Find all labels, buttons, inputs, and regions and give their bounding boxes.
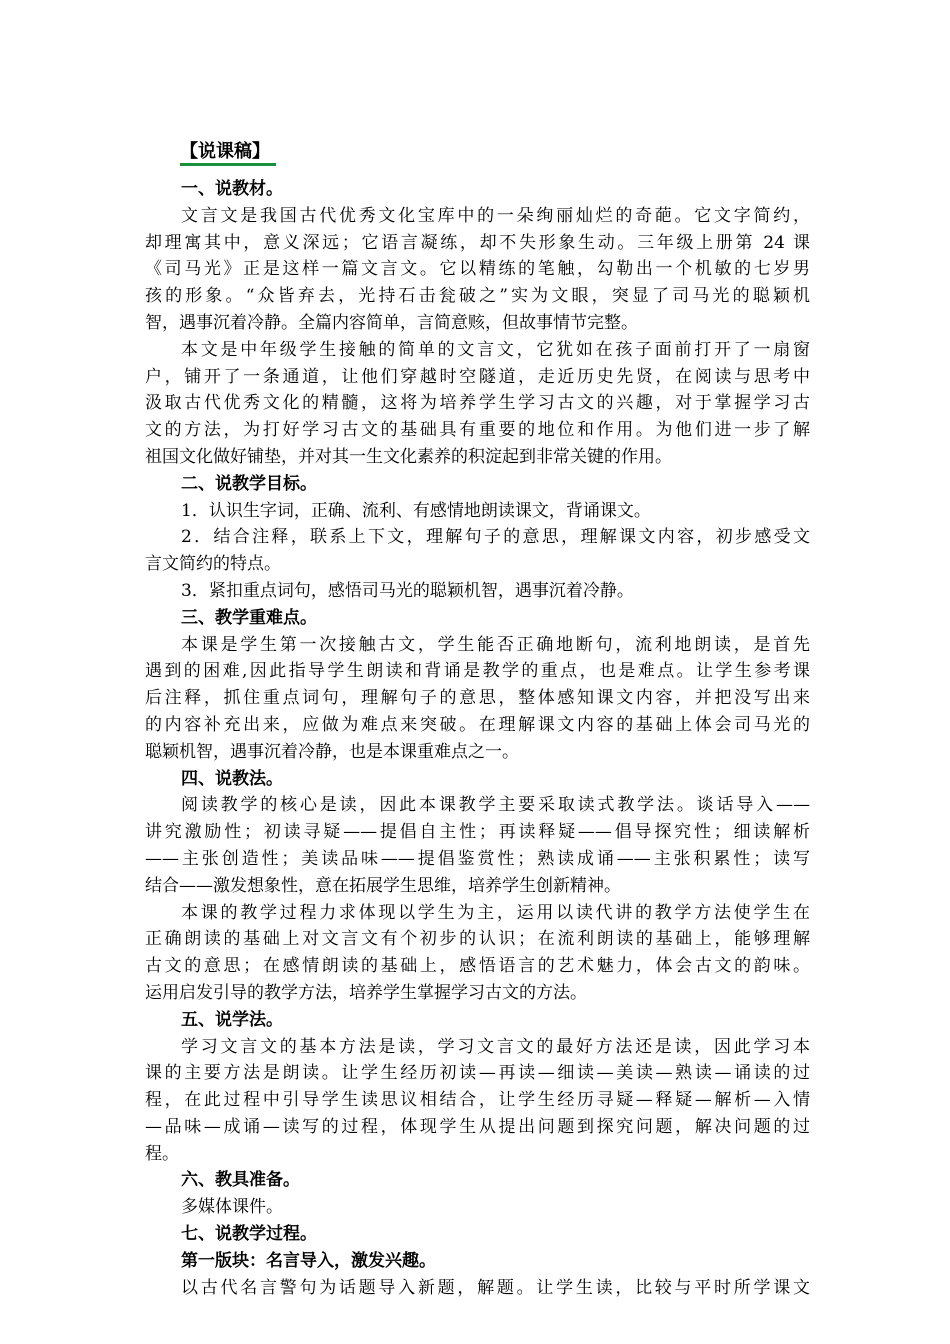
- section-heading: 一、说教材。: [181, 179, 283, 199]
- paragraph-line: 却理寓其中，意义深远；它语言凝练，却不失形象生动。三年级上册第 24 课: [145, 232, 810, 253]
- paragraph-line: 正确朗读的基础上对文言文有个初步的认识；在流利朗读的基础上，能够理解: [145, 929, 810, 950]
- section-heading: 四、说教法。: [181, 768, 283, 789]
- document-title: 【说课稿】: [180, 141, 270, 162]
- section-heading: 二、说教学目标。: [181, 473, 317, 494]
- paragraph-line: ——主张创造性；美读品味——提倡鉴赏性；熟读成诵——主张积累性；读写: [145, 848, 810, 869]
- section-heading: 第一版块：名言导入，激发兴趣。: [181, 1250, 436, 1271]
- paragraph-line: 程。: [145, 1143, 179, 1164]
- paragraph-line: 户，铺开了一条通道，让他们穿越时空隧道，走近历史先贤，在阅读与思考中: [145, 366, 810, 387]
- paragraph-line: 本课是学生第一次接触古文，学生能否正确地断句，流利地朗读，是首先: [181, 634, 810, 655]
- paragraph-line: 本课的教学过程力求体现以学生为主，运用以读代讲的教学方法使学生在: [181, 902, 810, 923]
- paragraph-line: 2．结合注释，联系上下文，理解句子的意思，理解课文内容，初步感受文: [181, 527, 810, 548]
- paragraph-line: 本文是中年级学生接触的简单的文言文，它犹如在孩子面前打开了一扇窗: [181, 339, 810, 360]
- paragraph-line: 孩的形象。“众皆弃去，光持石击瓮破之”实为文眼，突显了司马光的聪颖机: [145, 286, 810, 307]
- paragraph-line: 结合——激发想象性，意在拓展学生思维，培养学生创新精神。: [145, 875, 621, 896]
- paragraph-line: 3．紧扣重点词句，感悟司马光的聪颖机智，遇事沉着冷静。: [181, 580, 634, 601]
- paragraph-line: 智，遇事沉着冷静。全篇内容简单，言简意赅，但故事情节完整。: [145, 312, 638, 333]
- paragraph-line: 文的方法，为打好学习古文的基础具有重要的地位和作用。为他们进一步了解: [145, 420, 810, 441]
- paragraph-line: 遇到的困难,因此指导学生朗读和背诵是教学的重点，也是难点。让学生参考课: [145, 661, 810, 682]
- section-heading: 六、教具准备。: [181, 1170, 300, 1191]
- section-heading: 三、教学重难点。: [181, 607, 317, 628]
- paragraph-line: 学习文言文的基本方法是读，学习文言文的最好方法还是读，因此学习本: [181, 1036, 810, 1057]
- paragraph-line: 汲取古代优秀文化的精髓，这将为培养学生学习古文的兴趣，对于掌握学习古: [145, 393, 810, 414]
- paragraph-line: 多媒体课件。: [181, 1197, 283, 1218]
- paragraph-line: 《司马光》正是这样一篇文言文。它以精练的笔触，勾勒出一个机敏的七岁男: [145, 259, 810, 280]
- title-underline: [180, 163, 276, 166]
- paragraph-line: 后注释，抓住重点词句，理解句子的意思，整体感知课文内容，并把没写出来: [145, 688, 810, 709]
- paragraph-line: 古文的意思；在感情朗读的基础上，感悟语言的艺术魅力，体会古文的韵味。: [145, 956, 810, 977]
- paragraph-line: 程，在此过程中引导学生读思议相结合，让学生经历寻疑—释疑—解析—入情: [145, 1090, 810, 1111]
- paragraph-line: 阅读教学的核心是读，因此本课教学主要采取读式教学法。谈话导入——: [181, 795, 810, 816]
- paragraph-line: 1．认识生字词，正确、流利、有感情地朗读课文，背诵课文。: [181, 500, 651, 521]
- section-heading: 七、说教学过程。: [181, 1224, 317, 1245]
- paragraph-line: 言文简约的特点。: [145, 554, 281, 575]
- document-body: [145, 176, 810, 1301]
- paragraph-line: 运用启发引导的教学方法，培养学生掌握学习古文的方法。: [145, 982, 587, 1003]
- paragraph-line: —品味—成诵—读写的过程，体现学生从提出问题到探究问题，解决问题的过: [145, 1116, 810, 1137]
- section-heading: 五、说学法。: [181, 1009, 283, 1030]
- paragraph-line: 课的主要方法是朗读。让学生经历初读—再读—细读—美读—熟读—诵读的过: [145, 1063, 810, 1084]
- paragraph-line: 聪颖机智，遇事沉着冷静，也是本课重难点之一。: [145, 741, 519, 762]
- paragraph-line: 的内容补充出来，应做为难点来突破。在理解课文内容的基础上体会司马光的: [145, 714, 810, 735]
- paragraph-line: 讲究激励性；初读寻疑——提倡自主性；再读释疑——倡导探究性；细读解析: [145, 822, 810, 843]
- paragraph-line: 以古代名言警句为话题导入新题，解题。让学生读，比较与平时所学课文: [181, 1277, 810, 1298]
- paragraph-line: 祖国文化做好铺垫，并对其一生文化素养的积淀起到非常关键的作用。: [145, 446, 672, 467]
- paragraph-line: 文言文是我国古代优秀文化宝库中的一朵绚丽灿烂的奇葩。它文字简约，: [181, 205, 810, 226]
